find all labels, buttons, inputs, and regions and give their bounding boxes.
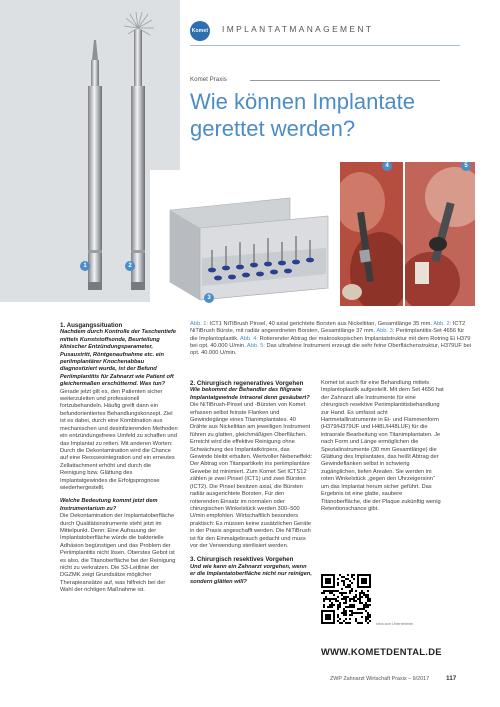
- page-number: 117: [446, 675, 457, 682]
- qr-code-image: [321, 574, 371, 624]
- section-heading-2: 2. Chirurgisch regeneratives Vorgehen: [190, 380, 304, 387]
- figure-2-badge: 2: [125, 261, 135, 271]
- instrument-set-photo: [150, 170, 335, 305]
- caption-text-5: Das ultrafeine Instrument erzeugt die sehr feine Oberflächenstruktur, H379UF bei opt. 40.000 U/min.: [190, 342, 472, 357]
- question-4: Und wie kann ein Zahnarzt vorgehen, wenn er die Implantatoberfläche nicht nur reinigen, sondern glätten will?: [190, 563, 312, 585]
- publication-footer: ZWP Zahnarzt Wirtschaft Praxis – 9/2017: [330, 676, 430, 682]
- caption-text-1: ICT1 NiTiBrush Pinsel, 40 axial gerichtete Borsten aus Nickeltitan, Gesamtlänge 35 mm.: [208, 321, 434, 327]
- column-3: [321, 380, 444, 519]
- clinical-photo-4: [340, 162, 403, 306]
- figure-caption: [190, 321, 472, 357]
- question-3: Wie bekommt der Behandler das filigrane Implantatgewinde intraoral denn gesäubert?: [190, 387, 310, 401]
- kicker: Komet Praxis: [190, 76, 227, 83]
- periimplantitis-set-image: [150, 170, 335, 305]
- section-title: IMPLANTATMANAGEMENT: [222, 24, 374, 34]
- implant-clinical-image-4: [340, 162, 403, 306]
- figure-1-badge: 1: [80, 261, 90, 271]
- logo-text: Komet: [191, 28, 209, 34]
- kicker-divider: [250, 80, 440, 81]
- column-2: [190, 380, 313, 586]
- paragraph-1: Gerade jetzt gilt es, den Patienten sicher weiterzuleiten und professionell fortzubehandeln. Häufig greift dann ein befundorientiertes Behandlungskonzept. Ziel ist es dabei, durch eine Kombination aus mechanischen und desinfizierenden Methoden ein entzündungsfreies Umfeld zu schaffen und das Implantat zu retten. Mit anderen Worten: Durch die Dekontamination wird die Chance auf eine Reosseointegration und ein erneutes Zellattachment erhöht und durch die Reinigung bzw. Glättung des Implantatgewindes die Erfolgsprognose wiederhergestellt.: [60, 388, 178, 491]
- implant-clinical-image-5: [405, 162, 475, 306]
- caption-text-4: Rotierender Abtrag der makroskopischen Implantatstruktur mit dem Rotring Ei H379 bei opt. 40.000 U/min.: [190, 335, 471, 349]
- article-headline: Wie können Implantate gerettet werden?: [190, 89, 416, 141]
- paragraph-3: Die NiTiBrush-Pinsel und -Bürsten von Komet erfassen selbst feinste Flanken und Gewindegänge eines Titanimplantates. 40 Drähte aus Nickeltitan am jeweiligen Instrument führen zu glatten, gleichmäßigen Oberflächen. Erreicht wird die effektive Reinigung ohne Schwächung des Implantatkörpers, das Gewinde bleibt erhalten. Wertvoller Nebeneffekt: Der Abtrag von Titanpartikeln ins periimplantäre Gewebe ist minimiert. Zum Komet Set ICTS12 zählen je zwei Pinsel (ICT1) und zwei Bürsten (ICT2). Die Pinsel besitzen axial, die Bürsten radiär ausgerichtete Borsten. Für den rotierenden Einsatz im normalen oder chirurgischen Winkelstück werden 300–500 U/min empfohlen. Wirtschaftlich besonders praktisch: Es müssen keine zusätzlichen Geräte in der Praxis angeschafft werden. Die NiTiBrush ist für den Einmalgebrauch gedacht und muss vor der Verwendung sterilisiert werden.: [190, 402, 313, 549]
- caption-text-2: ICT2 NiTiBrush Bürste, mit radiär angeordneten Borsten, Gesamtlänge 37 mm.: [190, 321, 466, 335]
- figure-5-badge: 5: [461, 162, 471, 171]
- caption-text-3: Periimplantitis-Set 4656 für die Implantoplastik.: [190, 328, 465, 342]
- section-heading-1: 1. Ausgangssituation: [60, 322, 123, 329]
- komet-logo: [190, 21, 210, 41]
- header-divider: [190, 45, 460, 46]
- paragraph-2: Die Dekontamination der Implantatoberfläche durch Qualitätsinstrumente steht jetzt im Mittelpunkt. Denn: Eine Aufrauung der Implantatoberfläche würde die bakterielle Adhäsion begünstigen und das Problem der Periimplantitis nicht lösen. Oberstes Gebot ist es also, die Titanoberfläche bei der Reinigung nicht zu verkratzen. Die S3-Leitlinie der DGZMK zeigt Grundsätze möglicher Therapieansätze auf, was hilfreich bei der Wahl der richtigen Maßnahme ist.: [60, 513, 176, 594]
- column-1: [60, 322, 178, 601]
- qr-note: Infos zum Unternehmen: [376, 622, 414, 626]
- figure-3-badge: 3: [204, 293, 214, 303]
- caption-label-5: Abb. 5:: [246, 342, 265, 349]
- question-1: Nachdem durch Kontrolle der Taschentiefe mittels Kunststoffsonde, Beurteilung klinischer Entzündungsparameter, Pusaustritt, Röntgenaufnahme etc. ein periimplantärer Knochenabbau diagnostiziert wurde, ist der Befund Periimplantitis für Zahnarzt wie Patient oft gleichermaßen erschütternd. Was tun?: [60, 329, 177, 388]
- caption-label-2: Abb. 2:: [433, 321, 452, 327]
- clinical-photo-5: [405, 162, 475, 306]
- caption-label-1: Abb. 1:: [190, 321, 209, 327]
- question-2: Welche Bedeutung kommt jetzt dem Instrumentarium zu?: [60, 498, 158, 512]
- caption-label-4: Abb. 4:: [239, 335, 258, 342]
- section-heading-3: 3. Chirurgisch resektives Vorgehen: [190, 556, 294, 564]
- paragraph-4: Komet ist auch für eine Behandlung mittels Implantoplastik aufgestellt. Mit dem Set 4656 hat der Zahnarzt alle Instrumente für eine chirurgisch resektive Periimplantitisbehandlung zur Hand. Es umfasst acht Hartmetallinstrumente in Ei- und Flammenform (H379/H379UF und H48L/H48LUF) für die intraorale Bearbeitung von Titanimplantaten. Je nach Form und Länge ermöglichen die Spezialinstrumente (30 mm Gesamtlänge) die Glättung des Implantates, das heißt Abtrag der Gewindeflanken selbst in schwierig zugänglichen, tiefen Arealen. Sie werden im roten Winkelstück „gegen den Uhrzeigersinn“ um das Implantat herum sicher geführt. Das Ergebnis ist eine glatte, saubere Titanoberfläche, die der Plaque zukünftig wenig Retentionschance gibt.: [321, 380, 444, 512]
- caption-label-3: Abb. 3:: [376, 328, 395, 335]
- qr-code[interactable]: [321, 574, 371, 624]
- figure-4-badge: 4: [382, 162, 392, 171]
- website-link[interactable]: WWW.KOMETDENTAL.DE: [321, 646, 442, 657]
